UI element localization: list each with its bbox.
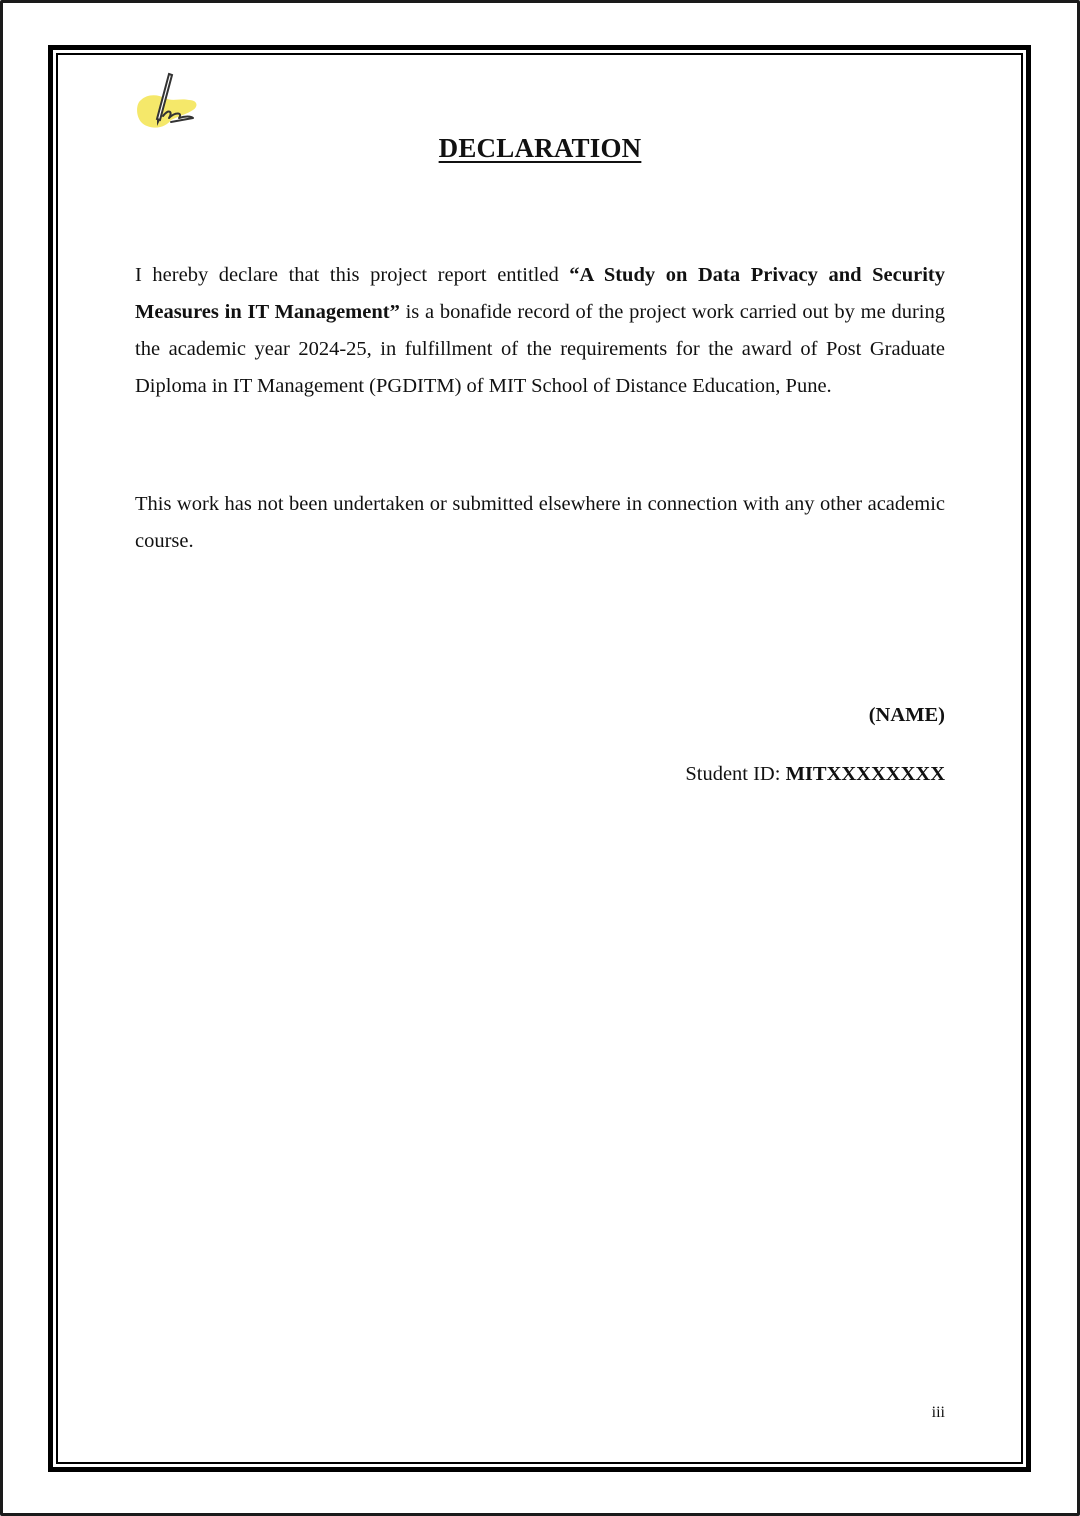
signature-name: (NAME)	[868, 704, 945, 726]
page-number: iii	[931, 1404, 945, 1421]
page-title: DECLARATION	[438, 133, 642, 163]
project-title: “A Study on Data Privacy and Security Measures in IT Management”	[135, 264, 945, 323]
declaration-rest: is a bonafide record of the project work carried out by me during the academic year 2024-25, in fulfillment of the requirements for the award of Post Graduate Diploma in IT Management (PGDITM) of MIT School of Distance Education, Pune.	[135, 301, 946, 397]
student-id-label: Student ID:	[685, 763, 786, 785]
pen-writing-icon	[133, 70, 203, 132]
student-id-value: MITXXXXXXXX	[785, 763, 945, 785]
declaration-intro: I hereby declare that this project report entitled	[135, 264, 570, 286]
declaration-paragraph	[135, 257, 945, 405]
originality-paragraph: This work has not been undertaken or submitted elsewhere in connection with any other academic course.	[135, 493, 945, 552]
student-id	[685, 763, 945, 786]
